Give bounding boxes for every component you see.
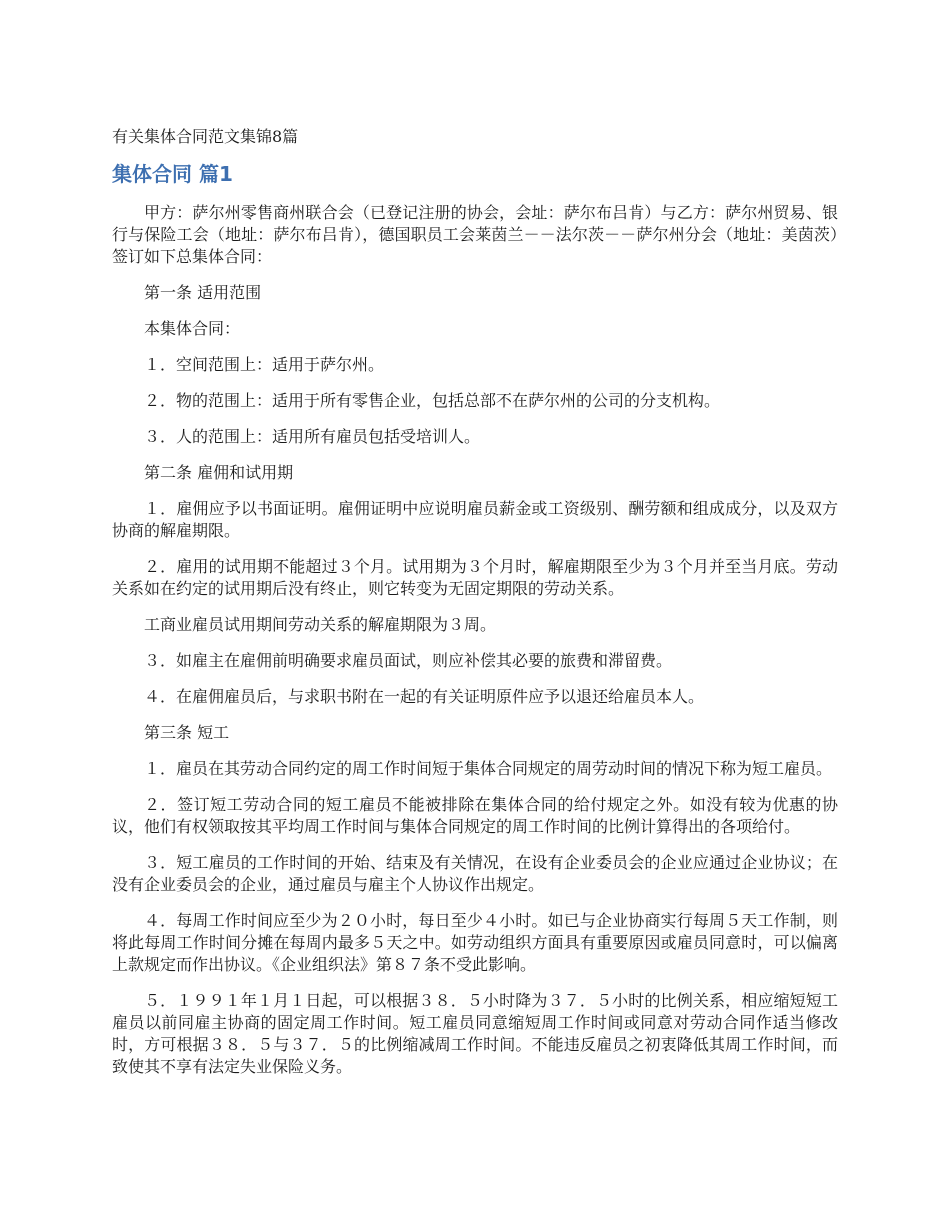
article-3-heading: 第三条 短工 bbox=[144, 723, 230, 742]
paragraph: ３．如雇主在雇佣前明确要求雇员面试，则应补偿其必要的旅费和滞留费。 bbox=[144, 651, 673, 670]
paragraph: 本集体合同： bbox=[144, 319, 241, 338]
paragraph: ２．雇用的试用期不能超过３个月。试用期为３个月时，解雇期限至少为３个月并至当月底。劳动关系如在约定的试用期后没有终止，则它转变为无固定期限的劳动关系。 bbox=[112, 557, 838, 598]
paragraph: １．雇佣应予以书面证明。雇佣证明中应说明雇员薪金或工资级别、酬劳额和组成成分，以及双方协商的解雇期限。 bbox=[112, 499, 838, 540]
paragraph: ４．在雇佣雇员后，与求职书附在一起的有关证明原件应予以退还给雇员本人。 bbox=[144, 687, 705, 706]
paragraph: １．雇员在其劳动合同约定的周工作时间短于集体合同规定的周劳动时间的情况下称为短工雇员。 bbox=[144, 759, 833, 778]
article-2-heading: 第二条 雇佣和试用期 bbox=[144, 463, 294, 482]
article-1-heading: 第一条 适用范围 bbox=[144, 283, 262, 302]
section-heading: 集体合同 篇1 bbox=[112, 162, 233, 186]
contract-parties-paragraph: 甲方：萨尔州零售商州联合会（已登记注册的协会，会址：萨尔布吕肯）与乙方：萨尔州贸易、银行与保险工会（地址：萨尔布吕肯），德国职员工会莱茵兰－－法尔茨－－萨尔州分会（地址：美茵茨）签订如下总集体合同： bbox=[112, 203, 838, 266]
paragraph: ５．１９９１年１月１日起，可以根据３８．５小时降为３７．５小时的比例关系，相应缩短短工雇员以前同雇主协商的固定周工作时间。短工雇员同意缩短周工作时间或同意对劳动合同作适当修改时，方可根据３８．５与３７．５的比例缩减周工作时间。不能违反雇员之初衷降低其周工作时间，而致使其不享有法定失业保险义务。 bbox=[112, 991, 838, 1076]
paragraph: ３．短工雇员的工作时间的开始、结束及有关情况，在设有企业委员会的企业应通过企业协议；在没有企业委员会的企业，通过雇员与雇主个人协议作出规定。 bbox=[112, 853, 838, 894]
paragraph: 工商业雇员试用期间劳动关系的解雇期限为３周。 bbox=[144, 615, 497, 634]
paragraph: ４．每周工作时间应至少为２０小时，每日至少４小时。如已与企业协商实行每周５天工作制，则将此每周工作时间分摊在每周内最多５天之中。如劳动组织方面具有重要原因或雇员同意时，可以偏离上款规定而作出协议。《企业组织法》第８７条不受此影响。 bbox=[112, 911, 838, 974]
paragraph: ２．物的范围上：适用于所有零售企业，包括总部不在萨尔州的公司的分支机构。 bbox=[144, 391, 721, 410]
paragraph: ３．人的范围上：适用所有雇员包括受培训人。 bbox=[144, 427, 481, 446]
document-title: 有关集体合同范文集锦8篇 bbox=[112, 127, 299, 146]
paragraph: １．空间范围上：适用于萨尔州。 bbox=[144, 355, 385, 374]
paragraph: ２．签订短工劳动合同的短工雇员不能被排除在集体合同的给付规定之外。如没有较为优惠的协议，他们有权领取按其平均周工作时间与集体合同规定的周工作时间的比例计算得出的各项给付。 bbox=[112, 795, 838, 836]
